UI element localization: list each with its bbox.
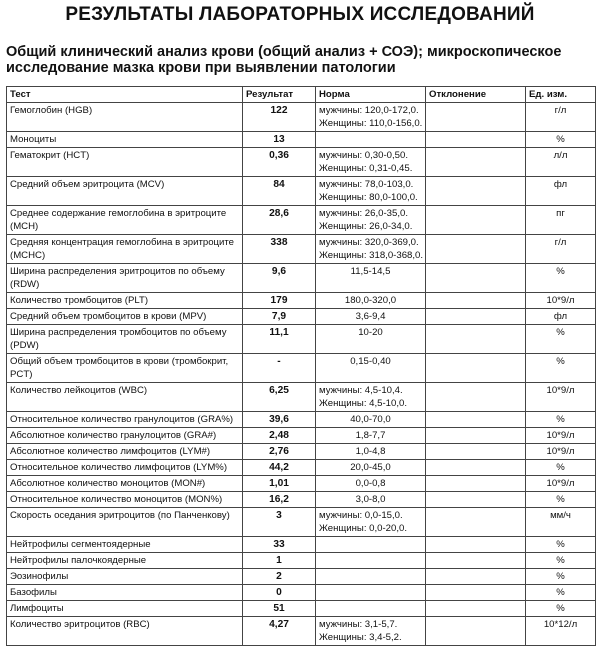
norm-range-cell [316,177,426,206]
norm-range-cell [316,148,426,177]
table-row [7,476,596,492]
deviation-cell [426,309,526,325]
result-value-cell: 3 [243,508,316,537]
unit-cell: фл [526,309,596,325]
test-name-cell: Гемоглобин (HGB) [7,103,243,132]
deviation-cell [426,148,526,177]
norm-line: 11,5-14,5 [350,266,391,277]
result-value-cell: 6,25 [243,383,316,412]
result-value-cell: 84 [243,177,316,206]
results-table-body [7,103,596,646]
test-name-cell: Среднее содержание гемоглобина в эритроците (MCH) [7,206,243,235]
test-name-cell: Количество лейкоцитов (WBC) [7,383,243,412]
deviation-cell [426,617,526,646]
norm-range-cell [316,264,426,293]
norm-range-cell [316,412,426,428]
norm-line: мужчины: 320,0-369,0. [319,237,419,248]
table-row [7,177,596,206]
norm-range-cell [316,553,426,569]
test-name-cell: Нейтрофилы палочкоядерные [7,553,243,569]
test-name-cell: Средняя концентрация гемоглобина в эритроците (MCHC) [7,235,243,264]
deviation-cell [426,325,526,354]
table-row [7,264,596,293]
column-header-deviation: Отклонение [426,87,526,103]
deviation-cell [426,569,526,585]
unit-cell: % [526,601,596,617]
table-row [7,569,596,585]
result-value-cell: 2 [243,569,316,585]
unit-cell: пг [526,206,596,235]
test-name-cell: Общий объем тромбоцитов в крови (тромбокрит, PCT) [7,354,243,383]
result-value-cell: 1 [243,553,316,569]
norm-range-cell [316,585,426,601]
table-row [7,412,596,428]
norm-range-cell [316,103,426,132]
test-name-cell: Относительное количество гранулоцитов (GRA%) [7,412,243,428]
norm-line: 0,15-0,40 [350,356,391,367]
norm-line: 40,0-70,0 [350,414,391,425]
deviation-cell [426,537,526,553]
result-value-cell: 9,6 [243,264,316,293]
result-value-cell: 44,2 [243,460,316,476]
result-value-cell: 51 [243,601,316,617]
norm-range-cell [316,206,426,235]
deviation-cell [426,383,526,412]
result-value-cell: 338 [243,235,316,264]
unit-cell: % [526,569,596,585]
norm-range-cell [316,508,426,537]
results-table [6,86,596,646]
table-row [7,492,596,508]
test-name-cell: Базофилы [7,585,243,601]
unit-cell: % [526,492,596,508]
test-name-cell: Абсолютное количество моноцитов (MON#) [7,476,243,492]
unit-cell: % [526,354,596,383]
unit-cell: фл [526,177,596,206]
norm-range-cell [316,354,426,383]
test-name-cell: Лимфоциты [7,601,243,617]
test-name-cell: Моноциты [7,132,243,148]
unit-cell: 10*12/л [526,617,596,646]
unit-cell: % [526,132,596,148]
deviation-cell [426,585,526,601]
unit-cell: % [526,412,596,428]
deviation-cell [426,264,526,293]
table-row [7,293,596,309]
deviation-cell [426,132,526,148]
result-value-cell: 11,1 [243,325,316,354]
norm-range-cell [316,235,426,264]
unit-cell: мм/ч [526,508,596,537]
norm-line: Женщины: 110,0-156,0. [319,118,423,129]
table-row [7,103,596,132]
norm-line: 3,0-8,0 [355,494,386,505]
deviation-cell [426,428,526,444]
table-row [7,354,596,383]
deviation-cell [426,460,526,476]
test-name-cell: Количество тромбоцитов (PLT) [7,293,243,309]
column-header-unit: Ед. изм. [526,87,596,103]
unit-cell: % [526,264,596,293]
result-value-cell: 4,27 [243,617,316,646]
test-name-cell: Ширина распределения эритроцитов по объему (RDW) [7,264,243,293]
result-value-cell: 16,2 [243,492,316,508]
result-value-cell: 0,36 [243,148,316,177]
result-value-cell: - [243,354,316,383]
table-header-row [7,87,596,103]
table-row [7,601,596,617]
norm-range-cell [316,293,426,309]
analysis-subtitle: Общий клинический анализ крови (общий анализ + СОЭ); микроскопическое исследование мазка крови при выявлении патологии [6,44,562,76]
norm-range-cell [316,601,426,617]
test-name-cell: Абсолютное количество гранулоцитов (GRA#) [7,428,243,444]
norm-range-cell [316,460,426,476]
norm-line: 1,0-4,8 [355,446,386,457]
deviation-cell [426,293,526,309]
table-row [7,585,596,601]
norm-line: 20,0-45,0 [350,462,391,473]
table-row [7,508,596,537]
test-name-cell: Эозинофилы [7,569,243,585]
norm-line: мужчины: 0,0-15,0. [319,510,403,521]
test-name-cell: Гематокрит (HCT) [7,148,243,177]
table-row [7,309,596,325]
unit-cell: % [526,585,596,601]
result-value-cell: 2,48 [243,428,316,444]
test-name-cell: Относительное количество моноцитов (MON%) [7,492,243,508]
unit-cell: 10*9/л [526,428,596,444]
unit-cell: % [526,460,596,476]
table-row [7,537,596,553]
unit-cell: 10*9/л [526,293,596,309]
norm-range-cell [316,325,426,354]
unit-cell: 10*9/л [526,476,596,492]
norm-line: Женщины: 0,0-20,0. [319,523,408,534]
deviation-cell [426,235,526,264]
table-row [7,235,596,264]
norm-range-cell [316,309,426,325]
norm-line: Женщины: 4,5-10,0. [319,398,408,409]
unit-cell: 10*9/л [526,444,596,460]
result-value-cell: 179 [243,293,316,309]
unit-cell: % [526,537,596,553]
norm-range-cell [316,383,426,412]
deviation-cell [426,354,526,383]
table-row [7,383,596,412]
table-row [7,617,596,646]
deviation-cell [426,206,526,235]
norm-range-cell [316,132,426,148]
column-header-test: Тест [7,87,243,103]
norm-range-cell [316,428,426,444]
deviation-cell [426,177,526,206]
column-header-norm: Норма [316,87,426,103]
norm-line: мужчины: 78,0-103,0. [319,179,414,190]
result-value-cell: 7,9 [243,309,316,325]
test-name-cell: Средний объем эритроцита (MCV) [7,177,243,206]
norm-range-cell [316,444,426,460]
norm-line: 0,0-0,8 [355,478,386,489]
test-name-cell: Ширина распределения тромбоцитов по объему (PDW) [7,325,243,354]
deviation-cell [426,412,526,428]
deviation-cell [426,492,526,508]
norm-range-cell [316,492,426,508]
test-name-cell: Средний объем тромбоцитов в крови (MPV) [7,309,243,325]
norm-line: Женщины: 26,0-34,0. [319,221,413,232]
norm-line: 10-20 [358,327,383,338]
table-row [7,444,596,460]
unit-cell: г/л [526,235,596,264]
table-row [7,325,596,354]
unit-cell: % [526,325,596,354]
table-row [7,206,596,235]
norm-line: мужчины: 3,1-5,7. [319,619,398,630]
norm-range-cell [316,537,426,553]
norm-line: 3,6-9,4 [355,311,386,322]
table-row [7,148,596,177]
norm-line: мужчины: 4,5-10,4. [319,385,403,396]
test-name-cell: Нейтрофилы сегментоядерные [7,537,243,553]
norm-range-cell [316,569,426,585]
result-value-cell: 1,01 [243,476,316,492]
column-header-result: Результат [243,87,316,103]
table-row [7,553,596,569]
deviation-cell [426,508,526,537]
test-name-cell: Относительное количество лимфоцитов (LYM%) [7,460,243,476]
test-name-cell: Абсолютное количество лимфоцитов (LYM#) [7,444,243,460]
norm-range-cell [316,476,426,492]
norm-line: мужчины: 26,0-35,0. [319,208,409,219]
table-row [7,132,596,148]
norm-line: Женщины: 0,31-0,45. [319,163,413,174]
norm-line: мужчины: 120,0-172,0. [319,105,419,116]
result-value-cell: 122 [243,103,316,132]
page-title: РЕЗУЛЬТАТЫ ЛАБОРАТОРНЫХ ИССЛЕДОВАНИЙ [65,4,535,25]
norm-range-cell [316,617,426,646]
deviation-cell [426,553,526,569]
norm-line: 180,0-320,0 [344,295,397,306]
norm-line: мужчины: 0,30-0,50. [319,150,409,161]
test-name-cell: Количество эритроцитов (RBC) [7,617,243,646]
unit-cell: % [526,553,596,569]
unit-cell: г/л [526,103,596,132]
result-value-cell: 13 [243,132,316,148]
deviation-cell [426,103,526,132]
table-row [7,428,596,444]
norm-line: Женщины: 318,0-368,0. [319,250,424,261]
test-name-cell: Скорость оседания эритроцитов (по Панченкову) [7,508,243,537]
norm-line: Женщины: 80,0-100,0. [319,192,418,203]
result-value-cell: 2,76 [243,444,316,460]
deviation-cell [426,444,526,460]
result-value-cell: 0 [243,585,316,601]
unit-cell: л/л [526,148,596,177]
norm-line: 1,8-7,7 [355,430,386,441]
result-value-cell: 28,6 [243,206,316,235]
norm-line: Женщины: 3,4-5,2. [319,632,402,643]
result-value-cell: 33 [243,537,316,553]
result-value-cell: 39,6 [243,412,316,428]
unit-cell: 10*9/л [526,383,596,412]
table-row [7,460,596,476]
deviation-cell [426,476,526,492]
deviation-cell [426,601,526,617]
